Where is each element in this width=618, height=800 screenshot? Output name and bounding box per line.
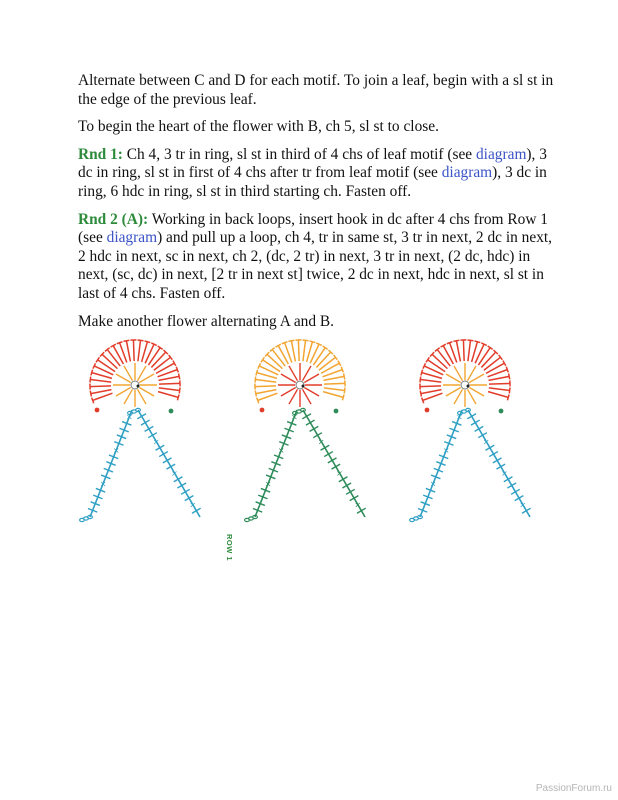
heart-stitch-symbol bbox=[138, 389, 147, 404]
tr-stitch-symbol bbox=[137, 414, 146, 419]
petal-stitch-symbol bbox=[456, 341, 460, 362]
petal-stitch-symbol bbox=[256, 390, 277, 394]
tr-stitch-symbol bbox=[310, 426, 319, 431]
rnd2-text-2: ) and pull up a loop, ch 4, tr in same st, 3 tr in next, 2 dc in next, 2 hdc in next, sc in next, ch 2, (dc, 2 tr) in next, 3 tr in next, (2 dc, hdc) in next, (sc, dc) in next, [2 tr in next st] twice, 2 dc in next, hdc in next, sl st in last of 4 chs. Fasten off. bbox=[78, 229, 553, 302]
sc-stitch-symbol: × bbox=[152, 437, 160, 447]
petal-stitch-symbol bbox=[102, 354, 117, 368]
rnd1-text-2: ), 3 dc in ring, sl st in first of 4 chs after tr from leaf motif (see bbox=[78, 145, 547, 182]
petal-stitch-cap bbox=[90, 391, 91, 397]
sc-stitch-symbol: × bbox=[429, 479, 437, 489]
petal-stitch-symbol bbox=[291, 341, 295, 362]
instructions-text bbox=[78, 72, 558, 340]
petal-stitch-symbol bbox=[324, 388, 345, 391]
petal-stitch-symbol bbox=[91, 390, 112, 394]
petal-stitch-cap bbox=[344, 388, 345, 394]
petal-stitch-cap bbox=[310, 341, 316, 343]
heart-stitch-symbol bbox=[454, 366, 463, 381]
petal-stitch-cap bbox=[468, 340, 474, 341]
paragraph-make-another: Make another flower alternating A and B. bbox=[78, 312, 335, 330]
petal-stitch-symbol bbox=[463, 340, 464, 361]
petal-stitch-symbol bbox=[255, 380, 276, 383]
petal-stitch-symbol bbox=[126, 341, 130, 362]
petal-stitch-cap bbox=[342, 395, 344, 401]
petal-stitch-cap bbox=[422, 398, 424, 404]
heart-stitch-symbol bbox=[289, 389, 298, 404]
ring-marker bbox=[137, 385, 140, 388]
heart-stitch-symbol bbox=[446, 388, 461, 397]
heart-stitch-symbol bbox=[468, 389, 477, 404]
tr-stitch-symbol bbox=[328, 458, 337, 463]
petal-stitch-symbol bbox=[489, 388, 510, 391]
sc-stitch-symbol: × bbox=[112, 446, 120, 456]
petal-stitch-symbol bbox=[484, 357, 501, 370]
join-dot bbox=[425, 408, 430, 413]
tr-stitch-symbol bbox=[467, 414, 476, 419]
tr-stitch-symbol bbox=[507, 483, 516, 488]
petal-stitch-symbol bbox=[90, 386, 111, 387]
sc-stitch-symbol: × bbox=[442, 446, 450, 456]
petal-stitch-symbol bbox=[324, 376, 345, 380]
petal-stitch-symbol bbox=[478, 348, 490, 365]
petal-stitch-symbol bbox=[420, 386, 441, 387]
tr-stitch-symbol bbox=[141, 420, 150, 425]
petal-stitch-cap bbox=[91, 370, 93, 376]
tr-stitch-symbol bbox=[159, 452, 168, 457]
petal-stitch-symbol bbox=[263, 360, 280, 372]
petal-stitch-cap bbox=[177, 395, 179, 401]
petal-stitch-symbol bbox=[138, 340, 141, 361]
tr-stitch-symbol bbox=[163, 458, 172, 463]
petal-stitch-cap bbox=[288, 340, 294, 341]
petal-stitch-symbol bbox=[323, 392, 343, 398]
tr-stitch-symbol bbox=[342, 483, 351, 488]
petal-stitch-symbol bbox=[421, 390, 442, 394]
petal-stitch-cap bbox=[506, 367, 508, 373]
heart-stitch-symbol bbox=[469, 388, 484, 397]
sc-stitch-symbol: × bbox=[501, 468, 508, 478]
petal-stitch-cap bbox=[138, 340, 144, 341]
petal-stitch-cap bbox=[303, 340, 309, 341]
heart-stitch-symbol bbox=[281, 388, 296, 397]
petal-stitch-symbol bbox=[303, 340, 306, 361]
sc-stitch-symbol: × bbox=[291, 412, 298, 422]
paragraph-alternate: Alternate between C and D for each motif. To join a leaf, begin with a sl st in the edge of the previous leaf. bbox=[78, 72, 554, 108]
heart-stitch-symbol bbox=[289, 366, 298, 381]
petal-stitch-cap bbox=[341, 367, 343, 373]
petal-stitch-symbol bbox=[420, 380, 441, 383]
diagram-link[interactable]: diagram bbox=[441, 164, 493, 182]
heart-stitch-symbol bbox=[139, 374, 154, 383]
sc-stitch-symbol: × bbox=[456, 412, 463, 422]
petal-stitch-cap bbox=[507, 395, 509, 401]
sc-stitch-symbol: × bbox=[189, 500, 197, 510]
petal-stitch-cap bbox=[257, 398, 259, 404]
petal-stitch-symbol bbox=[148, 348, 160, 365]
diagram-link[interactable]: diagram bbox=[106, 229, 158, 247]
petal-stitch-cap bbox=[255, 391, 256, 397]
petal-stitch-symbol bbox=[298, 340, 299, 361]
sc-stitch-symbol: × bbox=[354, 500, 362, 510]
sc-stitch-symbol: × bbox=[277, 446, 285, 456]
petal-stitch-symbol bbox=[258, 393, 278, 400]
petal-stitch-symbol bbox=[437, 350, 450, 367]
join-dot bbox=[260, 408, 265, 413]
petal-stitch-symbol bbox=[319, 357, 336, 370]
heart-stitch-symbol bbox=[303, 389, 312, 404]
sc-stitch-symbol: × bbox=[519, 500, 527, 510]
petal-stitch-cap bbox=[420, 377, 421, 383]
ring-marker bbox=[467, 385, 470, 388]
petal-stitch-cap bbox=[421, 370, 423, 376]
petal-stitch-symbol bbox=[489, 383, 510, 384]
petal-stitch-cap bbox=[179, 373, 180, 379]
petal-stitch-symbol bbox=[159, 388, 180, 391]
heart-stitch-symbol bbox=[304, 374, 319, 383]
heart-stitch-symbol bbox=[281, 374, 296, 383]
tr-stitch-symbol bbox=[489, 452, 498, 457]
petal-stitch-symbol bbox=[316, 352, 330, 367]
join-dot bbox=[95, 408, 100, 413]
crochet-diagram bbox=[70, 330, 550, 570]
sc-stitch-symbol: × bbox=[126, 412, 133, 422]
petal-stitch-symbol bbox=[159, 376, 180, 380]
petal-stitch-symbol bbox=[313, 348, 325, 365]
petal-stitch-cap bbox=[123, 340, 129, 341]
petal-stitch-cap bbox=[509, 373, 510, 379]
sc-stitch-symbol: × bbox=[99, 479, 107, 489]
paragraph-rnd1 bbox=[78, 146, 558, 202]
tr-stitch-symbol bbox=[475, 426, 484, 431]
paragraph-rnd2 bbox=[78, 211, 558, 304]
petal-stitch-symbol bbox=[151, 352, 165, 367]
tr-stitch-symbol bbox=[145, 426, 154, 431]
petal-stitch-symbol bbox=[481, 352, 495, 367]
heart-stitch-symbol bbox=[124, 366, 133, 381]
rnd1-text-3: ), 3 dc in ring, 6 hdc in ring, sl st in third starting ch. Fasten off. bbox=[78, 164, 547, 200]
diagram-link[interactable]: diagram bbox=[475, 145, 527, 163]
join-dot bbox=[499, 409, 504, 414]
tr-stitch-symbol bbox=[511, 489, 520, 494]
sc-stitch-symbol: × bbox=[171, 468, 178, 478]
join-dot bbox=[334, 409, 339, 414]
heart-stitch-symbol bbox=[138, 366, 147, 381]
petal-stitch-symbol bbox=[107, 350, 120, 367]
petal-stitch-symbol bbox=[255, 386, 276, 387]
heart-stitch-symbol bbox=[116, 374, 131, 383]
petal-stitch-cap bbox=[145, 341, 151, 343]
petal-stitch-cap bbox=[90, 377, 91, 383]
tr-stitch-symbol bbox=[302, 414, 311, 419]
tr-stitch-symbol bbox=[471, 420, 480, 425]
petal-stitch-cap bbox=[282, 342, 288, 344]
rnd1-text-1: Ch 4, 3 tr in ring, sl st in third of 4 chs of leaf motif (see bbox=[122, 145, 476, 163]
petal-stitch-symbol bbox=[133, 340, 134, 361]
petal-stitch-cap bbox=[475, 341, 481, 343]
heart-stitch-symbol bbox=[454, 389, 463, 404]
rnd2-label: Rnd 2 (A): bbox=[78, 210, 149, 228]
tr-stitch-symbol bbox=[324, 452, 333, 457]
tr-stitch-symbol bbox=[493, 458, 502, 463]
petal-stitch-cap bbox=[117, 342, 123, 344]
petal-stitch-cap bbox=[420, 391, 421, 397]
petal-stitch-symbol bbox=[158, 392, 178, 398]
petal-stitch-symbol bbox=[489, 376, 510, 380]
tr-stitch-symbol bbox=[177, 483, 186, 488]
heart-stitch-symbol bbox=[139, 388, 154, 397]
tr-stitch-symbol bbox=[306, 420, 315, 425]
sc-stitch-symbol: × bbox=[482, 437, 490, 447]
sc-stitch-symbol: × bbox=[264, 479, 272, 489]
heart-stitch-symbol bbox=[468, 366, 477, 381]
heart-stitch-symbol bbox=[116, 388, 131, 397]
petal-stitch-cap bbox=[255, 377, 256, 383]
rnd1-label: Rnd 1: bbox=[78, 145, 123, 163]
rnd2-text-1: Working in back loops, insert hook in dc after 4 chs from Row 1 (see bbox=[78, 210, 548, 247]
petal-stitch-cap bbox=[453, 340, 459, 341]
heart-stitch-symbol bbox=[446, 374, 461, 383]
petal-stitch-cap bbox=[179, 388, 180, 394]
ring-marker bbox=[302, 385, 305, 388]
petal-stitch-symbol bbox=[159, 383, 180, 384]
heart-stitch-symbol bbox=[304, 388, 319, 397]
petal-stitch-cap bbox=[344, 373, 345, 379]
tr-stitch-symbol bbox=[346, 489, 355, 494]
petal-stitch-symbol bbox=[154, 357, 171, 370]
sc-stitch-symbol: × bbox=[317, 437, 325, 447]
petal-stitch-cap bbox=[176, 367, 178, 373]
petal-stitch-symbol bbox=[488, 392, 508, 398]
petal-stitch-symbol bbox=[428, 360, 445, 372]
petal-stitch-symbol bbox=[423, 393, 443, 400]
petal-stitch-symbol bbox=[267, 354, 282, 368]
heart-stitch-symbol bbox=[469, 374, 484, 383]
heart-stitch-symbol bbox=[124, 389, 133, 404]
petal-stitch-cap bbox=[447, 342, 453, 344]
tr-stitch-symbol bbox=[181, 489, 190, 494]
paragraph-heart: To begin the heart of the flower with B, ch 5, sl st to close. bbox=[78, 118, 439, 136]
row-1-label: ROW 1 bbox=[225, 534, 234, 562]
petal-stitch-symbol bbox=[324, 383, 345, 384]
sc-stitch-symbol: × bbox=[336, 468, 343, 478]
petal-stitch-symbol bbox=[272, 350, 285, 367]
petal-stitch-cap bbox=[509, 388, 510, 394]
petal-stitch-symbol bbox=[468, 340, 471, 361]
petal-stitch-symbol bbox=[93, 393, 113, 400]
petal-stitch-symbol bbox=[432, 354, 447, 368]
petal-stitch-cap bbox=[92, 398, 94, 404]
petal-stitch-symbol bbox=[98, 360, 115, 372]
watermark: PassionForum.ru bbox=[535, 783, 612, 794]
petal-stitch-symbol bbox=[90, 380, 111, 383]
petal-stitch-cap bbox=[256, 370, 258, 376]
join-dot bbox=[169, 409, 174, 414]
heart-stitch-symbol bbox=[303, 366, 312, 381]
